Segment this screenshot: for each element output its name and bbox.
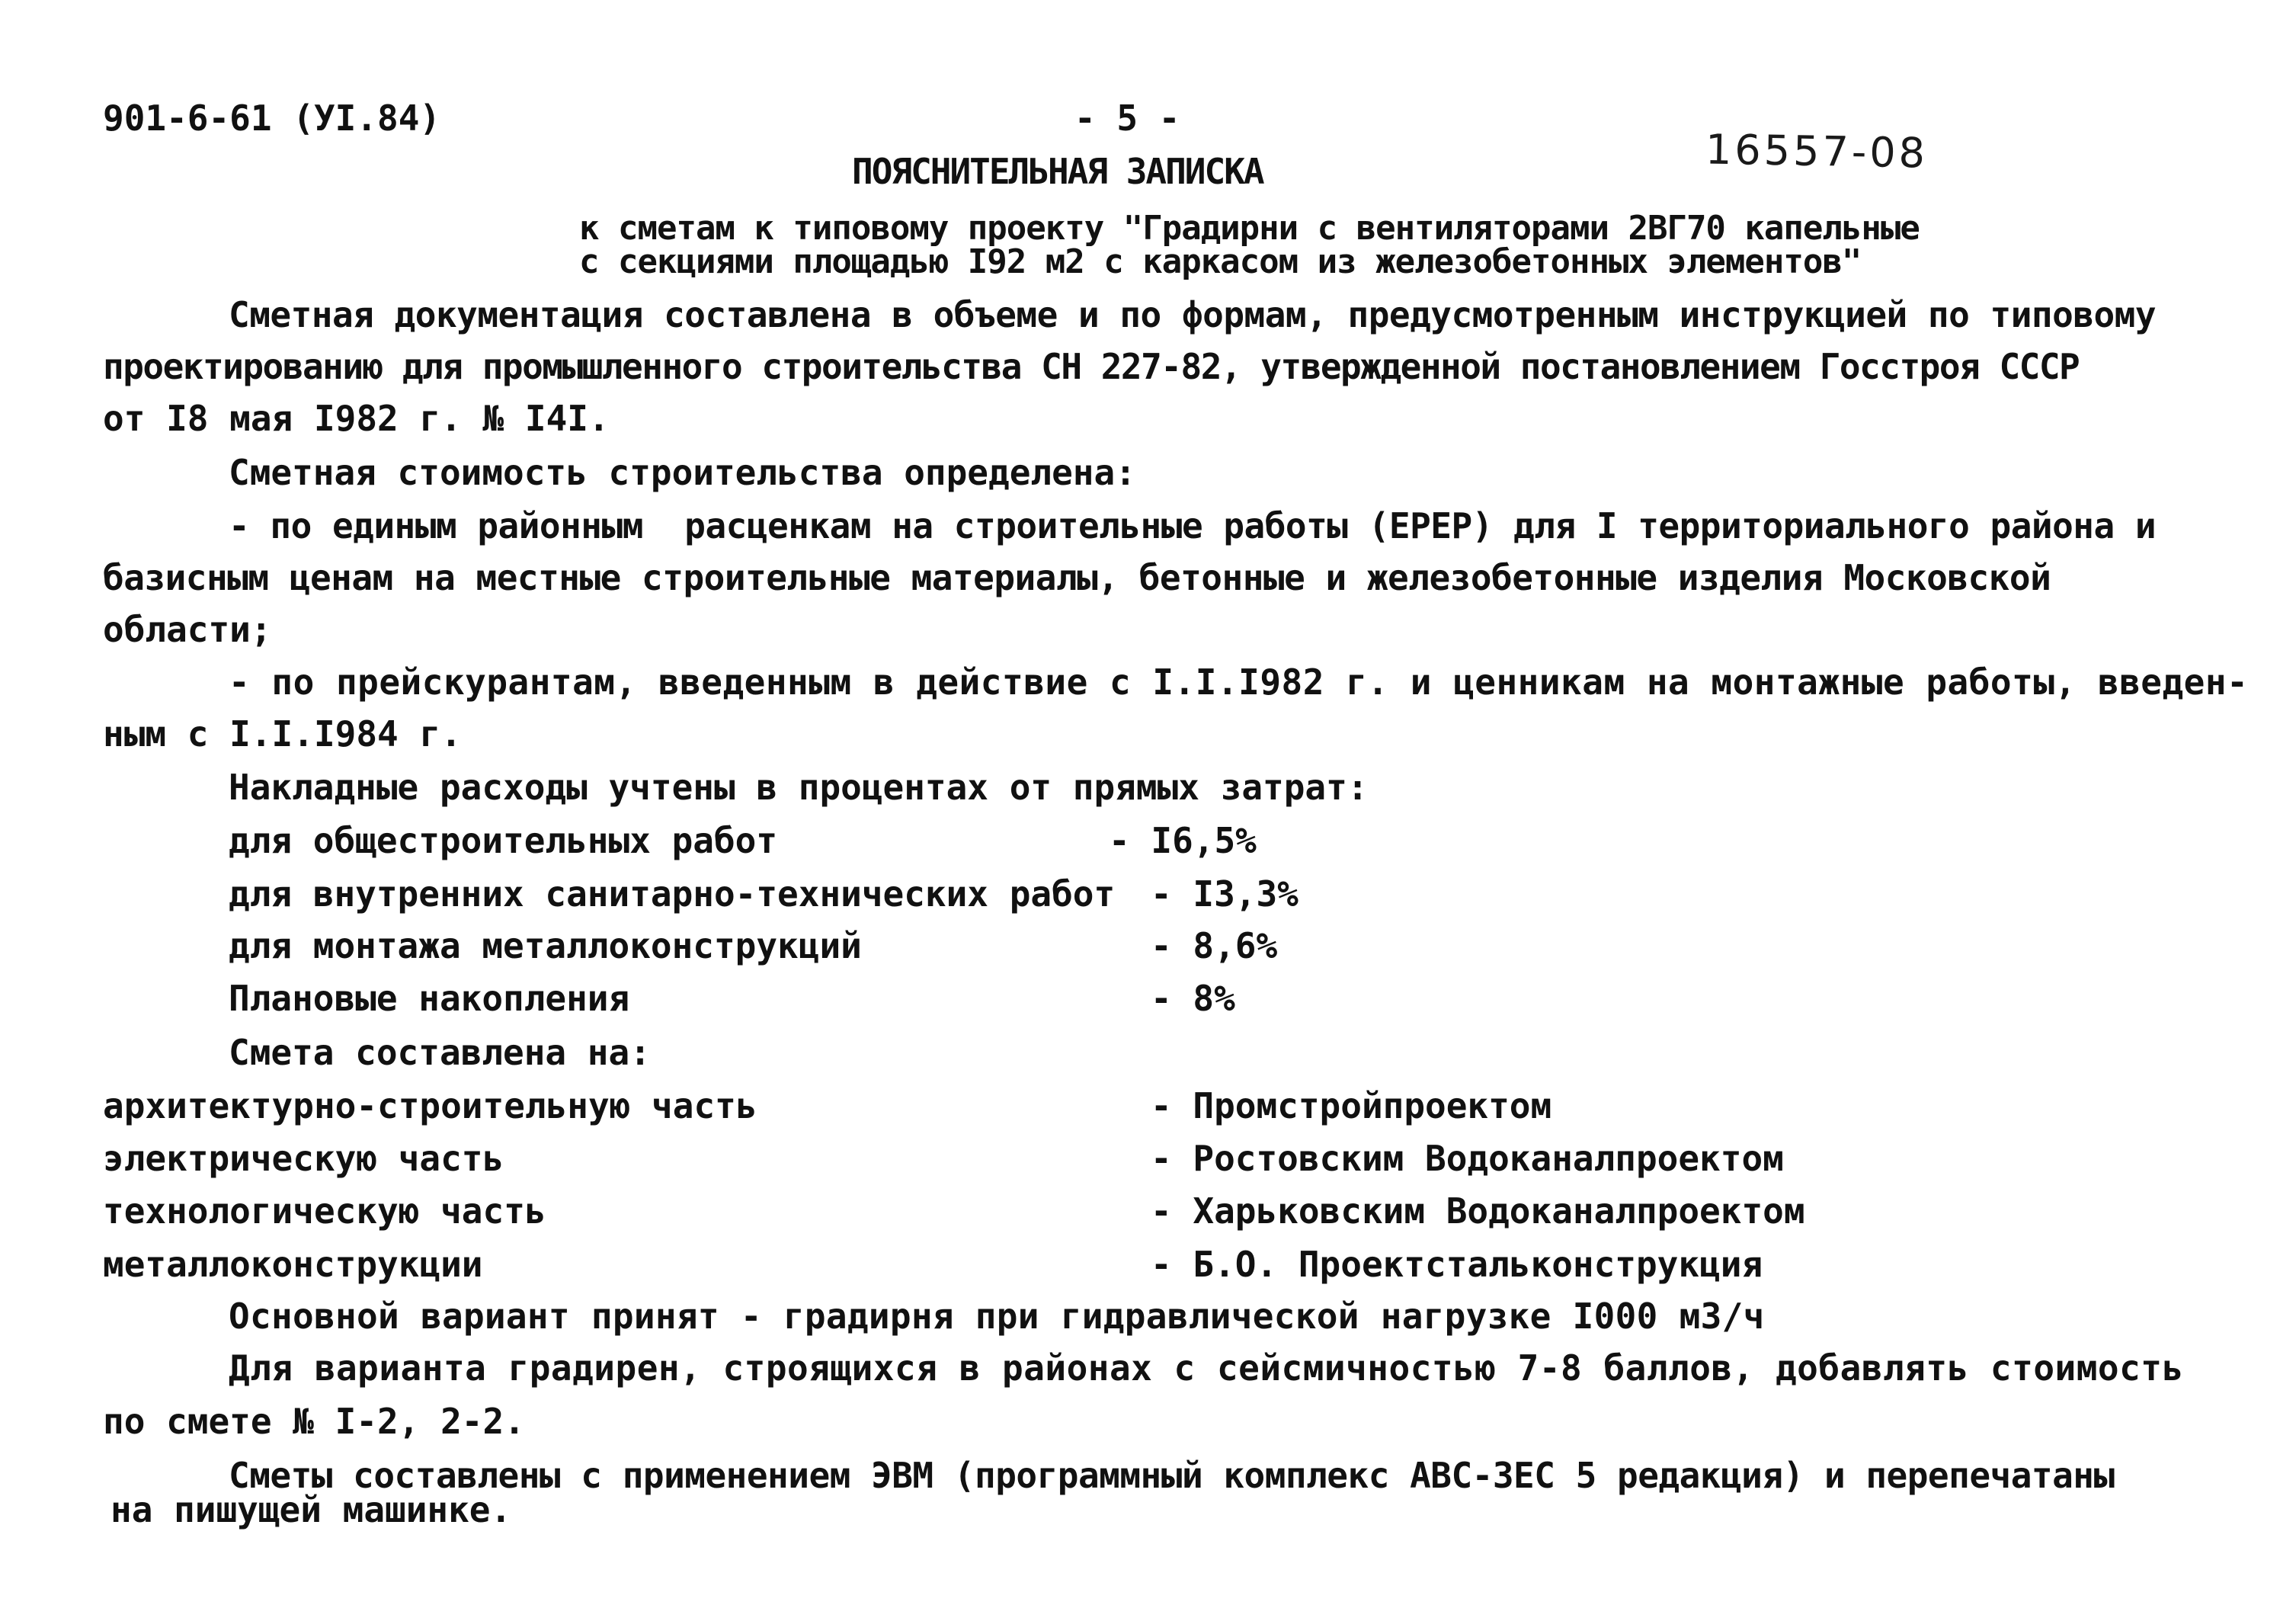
paragraph-4-line-2: ным с I.I.I984 г.: [103, 713, 462, 754]
paragraph-8-line-2: по смете № I-2, 2-2.: [103, 1401, 525, 1442]
overhead-label: для общестроительных работ: [229, 820, 778, 861]
paragraph-1-line-1: Сметная документация составлена в объеме и по формам, предусмотренным инструкцией по типовому: [229, 294, 2157, 335]
paragraph-3-line-1: - по единым районным расценкам на строительные работы (ЕРЕР) для I территориального района и: [229, 505, 2157, 546]
document-code: 901-6-61 (УI.84): [103, 98, 441, 139]
paragraph-1-line-3: от I8 мая I982 г. № I4I.: [103, 398, 610, 439]
overhead-value: - 8%: [1151, 978, 1235, 1019]
page-title: ПОЯСНИТЕЛЬНАЯ ЗАПИСКА: [852, 151, 1263, 192]
author-section-label: электрическую часть: [103, 1138, 504, 1179]
author-section-label: архитектурно-строительную часть: [103, 1085, 757, 1126]
author-organization: - Харьковским Водоканалпроектом: [1151, 1190, 1805, 1232]
author-organization: - Ростовским Водоканалпроектом: [1151, 1138, 1784, 1179]
paragraph-4-line-1: - по прейскурантам, введенным в действие с I.I.I982 г. и ценникам на монтажные работы, введен-: [229, 662, 2249, 703]
page-number: - 5 -: [1074, 98, 1180, 139]
author-section-label: металлоконструкции: [103, 1244, 483, 1285]
paragraph-8-line-1: Для варианта градирен, строящихся в районах с сейсмичностью 7-8 баллов, добавлять стоимость: [229, 1347, 2184, 1389]
paragraph-2: Сметная стоимость строительства определена:: [229, 452, 1136, 493]
overhead-value: - I3,3%: [1151, 873, 1299, 915]
overhead-label: для внутренних санитарно-технических работ: [229, 873, 1116, 915]
paragraph-6: Смета составлена на:: [229, 1032, 651, 1073]
overhead-label: Плановые накопления: [229, 978, 630, 1019]
paragraph-5: Накладные расходы учтены в процентах от прямых затрат:: [229, 767, 1369, 808]
author-section-label: технологическую часть: [103, 1190, 546, 1232]
overhead-value: - 8,6%: [1151, 925, 1278, 966]
overhead-label: для монтажа металлоконструкций: [229, 925, 862, 966]
handwritten-number: 16557-08: [1705, 125, 1929, 178]
overhead-value: - I6,5%: [1109, 820, 1257, 861]
author-organization: - Промстройпроектом: [1151, 1085, 1552, 1126]
paragraph-9-line-1: Сметы составлены с применением ЭВМ (программный комплекс АВС-ЗЕС 5 редакция) и перепечатаны: [229, 1455, 2115, 1496]
paragraph-3-line-2: базисным ценам на местные строительные материалы, бетонные и железобетонные изделия Московской: [103, 557, 2051, 598]
subtitle-line-1: к сметам к типовому проекту "Градирни с вентиляторами 2ВГ70 капельные: [579, 209, 1920, 248]
paragraph-7: Основной вариант принят - градирня при гидравлической нагрузке I000 м3/ч: [229, 1296, 1765, 1337]
subtitle-line-2: с секциями площадью I92 м2 с каркасом из железобетонных элементов": [579, 242, 1862, 281]
paragraph-3-line-3: области;: [103, 609, 272, 650]
author-organization: - Б.О. Проектстальконструкция: [1151, 1244, 1763, 1285]
paragraph-1-line-2: проектированию для промышленного строительства СН 227-82, утвержденной постановлением Госстроя СССР: [103, 346, 2080, 387]
paragraph-9-line-2: на пишущей машинке.: [110, 1489, 512, 1530]
